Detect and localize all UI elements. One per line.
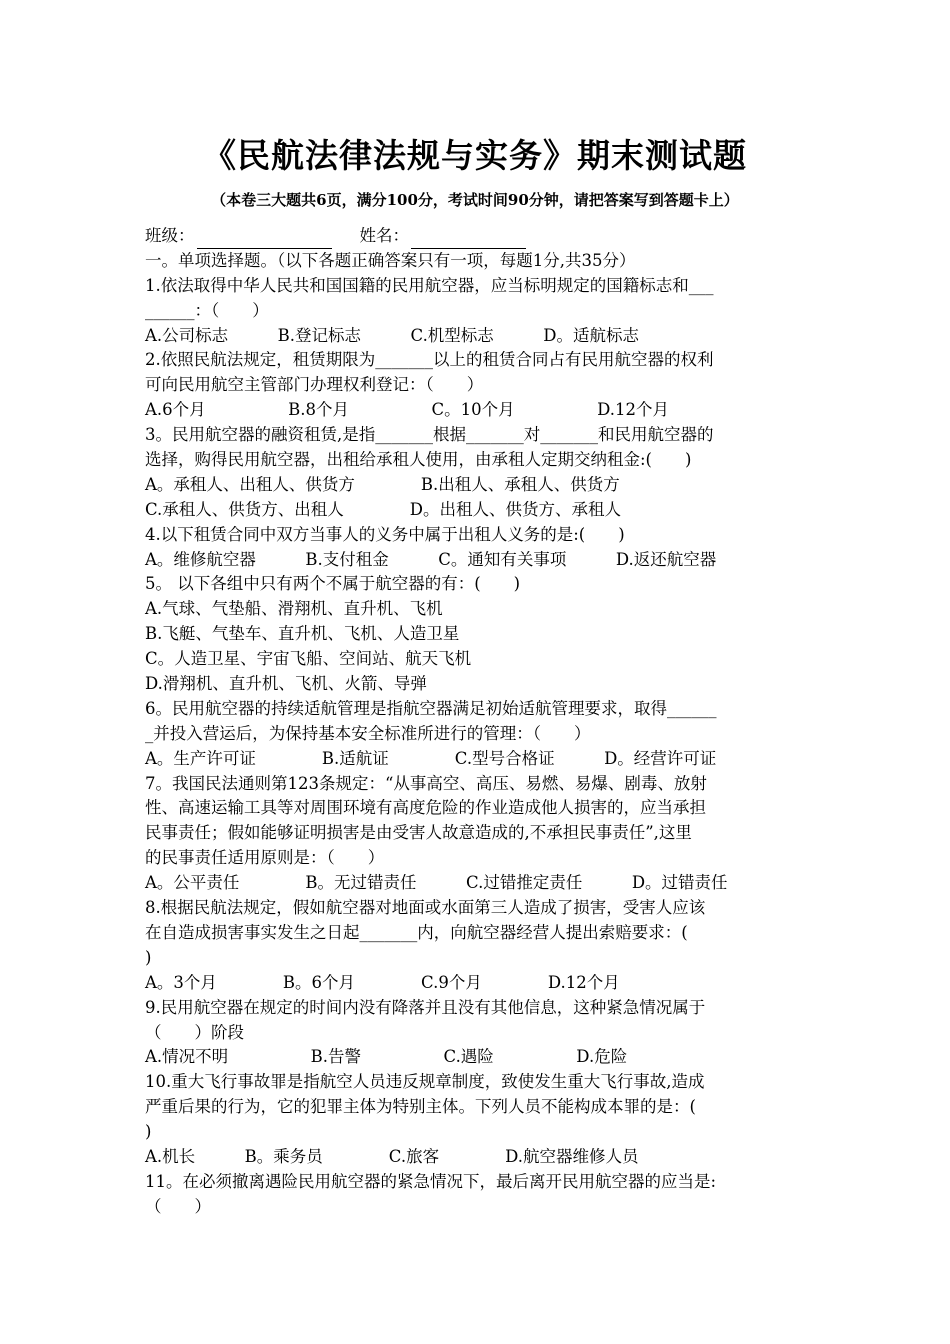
text-line: 7。我国民法通则第123条规定：“从事高空、高压、易燃、易爆、剧毒、放射 [145, 773, 707, 793]
text-line: 可向民用航空主管部门办理权利登记：（ ） [145, 375, 484, 395]
text-line: 性、高速运输工具等对周围环境有高度危险的作业造成他人损害的，应当承担 [145, 798, 706, 818]
text-line: 严重后果的行为，它的犯罪主体为特别主体。下列人员不能构成本罪的是：( [145, 1097, 696, 1117]
text-line: A。维修航空器 B.支付租金 C。通知有关事项 D.返还航空器 [145, 549, 717, 569]
text-line: A.6个月 B.8个月 C。10个月 D.12个月 [145, 400, 670, 420]
text-line: ______：（ ） [145, 300, 269, 320]
text-line: A。生产许可证 B.适航证 C.型号合格证 D。经营许可证 [145, 748, 717, 768]
text-line: A.公司标志 B.登记标志 C.机型标志 D。适航标志 [145, 325, 640, 345]
text-line: A.情况不明 B.告警 C.遇险 D.危险 [145, 1047, 628, 1067]
text-line: A。3个月 B。6个月 C.9个月 D.12个月 [145, 972, 620, 992]
text-line: A.机长 B。乘务员 C.旅客 D.航空器维修人员 [145, 1146, 639, 1166]
text-line: 一。单项选择题。（以下各题正确答案只有一项，每题1分,共35分） [145, 250, 636, 270]
text-line: 8.根据民航法规定，假如航空器对地面或水面第三人造成了损害，受害人应该 [145, 898, 706, 918]
text-line: 10.重大飞行事故罪是指航空人员违反规章制度，致使发生重大飞行事故,造成 [145, 1072, 705, 1092]
text-line: 11。在必须撤离遇险民用航空器的紧急情况下，最后离开民用航空器的应当是: [145, 1171, 717, 1191]
text-line: （ ）阶段 [145, 1022, 244, 1042]
text-line: 1.依法取得中华人民共和国国籍的民用航空器，应当标明规定的国籍标志和___ [145, 275, 714, 295]
text-line: 3。民用航空器的融资租赁,是指_______根据_______对_______和民用航空器的 [145, 425, 714, 445]
text-line: C.承租人、供货方、出租人 D。出租人、供货方、承租人 [145, 499, 622, 519]
text-line: （ ） [145, 1196, 211, 1216]
text-line: C。人造卫星、宇宙飞船、空间站、航天飞机 [145, 649, 472, 669]
student-info-line [145, 224, 815, 249]
text-line: 在自造成损害事实发生之日起_______内，向航空器经营人提出索赔要求：( [145, 922, 688, 942]
text-line: ) [145, 1122, 152, 1142]
text-line: 9.民用航空器在规定的时间内没有降落并且没有其他信息，这种紧急情况属于 [145, 997, 706, 1017]
name-blank[interactable] [411, 230, 526, 249]
text-line: ) [145, 947, 152, 967]
text-line: D.滑翔机、直升机、飞机、火箭、导弹 [145, 674, 427, 694]
text-line: 选择，购得民用航空器，出租给承租人使用，由承租人定期交纳租金:( ) [145, 450, 692, 470]
text-line: 的民事责任适用原则是：（ ） [145, 848, 385, 868]
text-line: 6。民用航空器的持续适航管理是指航空器满足初始适航管理要求，取得______ [145, 698, 717, 718]
text-line: A。公平责任 B。无过错责任 C.过错推定责任 D。过错责任 [145, 873, 728, 893]
page-title: 《民航法律法规与实务》期末测试题 [203, 136, 747, 175]
text-line: 5。 以下各组中只有两个不属于航空器的有：( ) [145, 574, 521, 594]
text-line: B.飞艇、气垫车、直升机、飞机、人造卫星 [145, 624, 460, 644]
question-lines [145, 249, 815, 1220]
name-label: 姓名： [359, 226, 409, 245]
text-line: 4.以下租赁合同中双方当事人的义务中属于出租人义务的是:( ) [145, 524, 625, 544]
text-line: 民事责任；假如能够证明损害是由受害人故意造成的,不承担民事责任”,这里 [145, 823, 692, 843]
text-line: A。承租人、出租人、供货方 B.出租人、承租人、供货方 [145, 474, 620, 494]
class-label: 班级： [145, 226, 195, 245]
text-line: A.气球、气垫船、滑翔机、直升机、飞机 [145, 599, 443, 619]
class-blank[interactable] [197, 230, 332, 249]
exam-instructions: （本卷三大题共6页，满分100分，考试时间90分钟，请把答案写到答题卡上） [211, 191, 739, 209]
text-line: _并投入营运后，为保持基本安全标准所进行的管理：（ ） [145, 723, 591, 743]
exam-body [145, 224, 815, 1220]
text-line: 2.依照民航法规定，租赁期限为_______以上的租赁合同占有民用航空器的权利 [145, 350, 714, 370]
